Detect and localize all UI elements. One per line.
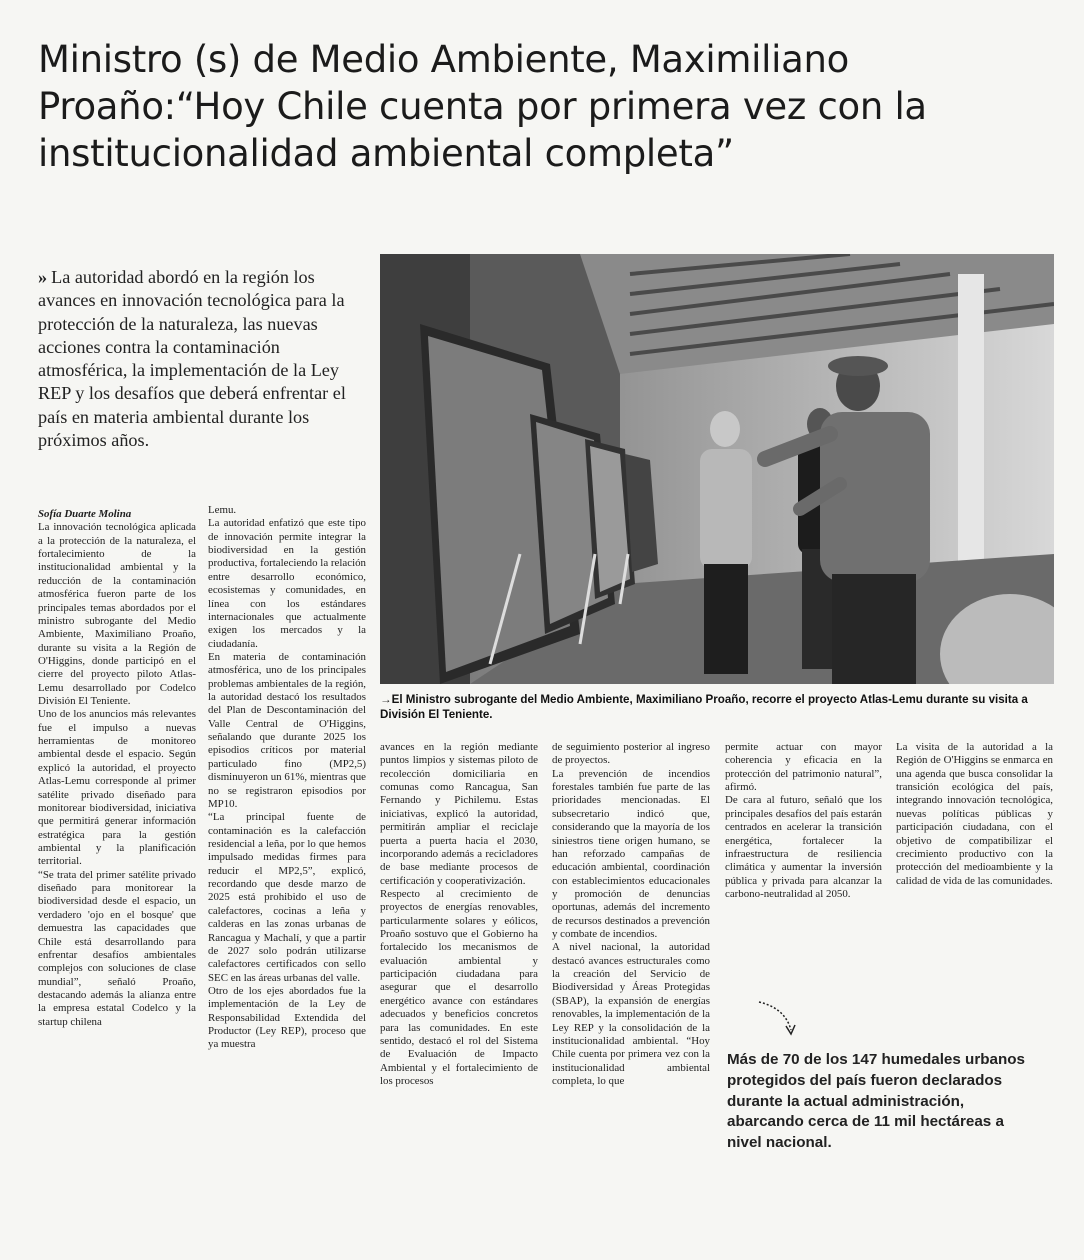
- highlight-arrow-icon: [755, 1000, 805, 1040]
- highlight-box: Más de 70 de los 147 humedales urbanos protegidos del país fueron declarados durante la actual administración, abarcando cerca de 11 mil hectáreas a nivel nacional.: [727, 1051, 1025, 1152]
- headline: Ministro (s) de Medio Ambiente, Maximiliano Proaño:“Hoy Chile cuenta por primera vez con la institucionalidad ambiental completa”: [38, 38, 927, 175]
- paragraph: La visita de la autoridad a la Región de O'Higgins se enmarca en una agenda que busca consolidar la transición ecológica del país, integrando innovación tecnológica, nuevas políticas públicas y participación ciudadana, con el objetivo de compatibilizar el crecimiento productivo con la protección del medioambiente y la calidad de vida de las comunidades.: [896, 741, 1053, 887]
- article-column-6: [896, 741, 1053, 888]
- deck-text: La autoridad abordó en la región los avances en innovación tecnológica para la protección de la naturaleza, las nuevas acciones contra la contaminación atmosférica, la implementación de la Ley REP y los desafíos que deberá enfrentar el país en materia ambiental durante los próximos años.: [38, 267, 346, 451]
- photo-caption: →El Ministro subrogante del Medio Ambiente, Maximiliano Proaño, recorre el proyecto Atlas-Lemu durante su visita a División El Teniente.: [380, 693, 1028, 721]
- paragraph: “La principal fuente de contaminación es la calefacción residencial a leña, por lo que hemos impulsado medidas firmes para reducir el MP2,5”, explicó, recordando que desde marzo de 2025 está prohibido el uso de calefactores, cocinas a leña y calderas en las zonas urbanas de Rancagua y Machalí, y que a partir de 2027 solo podrán utilizarse calefactores certificados con sello SEC en las áreas urbanas del valle.: [208, 811, 366, 984]
- paragraph: La autoridad enfatizó que este tipo de innovación permite integrar la biodiversidad en la gestión productiva, fortaleciendo la relación entre desarrollo económico, ecosistemas y comunidades, en línea con los estándares internacionales que actualmente exigen los mercados y la ciudadanía.: [208, 517, 366, 650]
- deck-summary: [38, 266, 366, 452]
- article-column-5: [725, 741, 882, 901]
- paragraph: permite actuar con mayor coherencia y eficacia en la protección del patrimonio natural”, afirmó.: [725, 741, 882, 794]
- article-column-3: [380, 741, 538, 1088]
- deck-marker: »: [38, 267, 48, 287]
- byline: Sofía Duarte Molina: [38, 508, 132, 520]
- article-column-1: [38, 508, 196, 1029]
- paragraph: avances en la región mediante puntos limpios y sistemas piloto de recolección domiciliaria en comunas como Rancagua, San Fernando y Pichilemu. Estas iniciativas, explicó la autoridad, permitirán ampliar el reciclaje puerta a puerta hacia el 2030, incorporando además a recicladores de base mediante procesos de certificación y cooperativización.: [380, 741, 538, 887]
- paragraph: Lemu.: [208, 504, 237, 516]
- paragraph: Otro de los ejes abordados fue la implementación de la Ley de Responsabilidad Extendida del Productor (Ley REP), proceso que ya muestra: [208, 984, 366, 1051]
- paragraph: de seguimiento posterior al ingreso de proyectos.: [552, 741, 710, 767]
- paragraph: A nivel nacional, la autoridad destacó avances estructurales como la creación del Servicio de Biodiversidad y Áreas Protegidas (SBAP), la expansión de energías renovables, la implementación de la Ley REP y la consolidación de la institucionalidad ambiental. “Hoy Chile cuenta por primera vez con la institucionalidad ambiental completa, lo que: [552, 941, 710, 1087]
- paragraph: “Se trata del primer satélite privado diseñado para monitorear la biodiversidad desde el espacio, un verdadero 'ojo en el bosque' que demuestra las capacidades que Chile está desarrollando para enfrentar desafíos ambientales complejos con soluciones de clase mundial”, señaló Proaño, destacando además la alianza entre la empresa estatal Codelco y la startup chilena: [38, 868, 196, 1028]
- article-column-4: [552, 741, 710, 1088]
- article-column-2: [208, 504, 366, 1052]
- paragraph: Uno de los anuncios más relevantes fue el impulso a nuevas herramientas de monitoreo ambiental desde el espacio. Según explicó la autoridad, el proyecto Atlas-Lemu corresponde al primer satélite privado diseñado para monitorear biodiversidad, iniciativa que permitirá generar información estratégica para la gestión ambiental y la planificación territorial.: [38, 708, 196, 868]
- paragraph: En materia de contaminación atmosférica, uno de los principales problemas ambientales de la región, la autoridad destacó los resultados del Plan de Descontaminación del Valle Central de O'Higgins, señalando que durante 2025 los episodios críticos por material particulado fino (MP2,5) disminuyeron un 61%, mientras que no se registraron episodios por MP10.: [208, 650, 366, 810]
- paragraph: Respecto al crecimiento de proyectos de energías renovables, particularmente solares y eólicos, Proaño sostuvo que el Gobierno ha fortalecido los mecanismos de evaluación ambiental y participación ciudadana para asegurar que el desarrollo energético avance con estándares adecuados y beneficios concretos para las comunidades. En este sentido, destacó el rol del Sistema de Evaluación de Impacto Ambiental y el fortalecimiento de los procesos: [380, 887, 538, 1087]
- paragraph: La prevención de incendios forestales también fue parte de las prioridades mencionadas. El subsecretario indicó que, considerando que la mayoría de los siniestros tiene origen humano, se han reforzado campañas de educación ambiental, coordinación con establecimientos educacionales y promoción de denuncias oportunas, además del incremento de recursos destinados a prevención y combate de incendios.: [552, 767, 710, 941]
- news-photo: [380, 254, 1054, 684]
- paragraph: De cara al futuro, señaló que los principales desafíos del país estarán centrados en acelerar la transición energética, fortalecer la infraestructura de resiliencia climática y aumentar la inversión pública y privada para alcanzar la carbono-neutralidad al 2050.: [725, 794, 882, 900]
- paragraph: La innovación tecnológica aplicada a la protección de la naturaleza, el fortalecimiento de la institucionalidad ambiental y la reducción de la contaminación atmosférica fueron parte de los principales temas abordados por el ministro subrogante del Medio Ambiente, Maximiliano Proaño, durante su visita a la Región de O'Higgins, donde participó en el cierre del proyecto piloto Atlas-Lemu desarrollado por Codelco División El Teniente.: [38, 521, 196, 708]
